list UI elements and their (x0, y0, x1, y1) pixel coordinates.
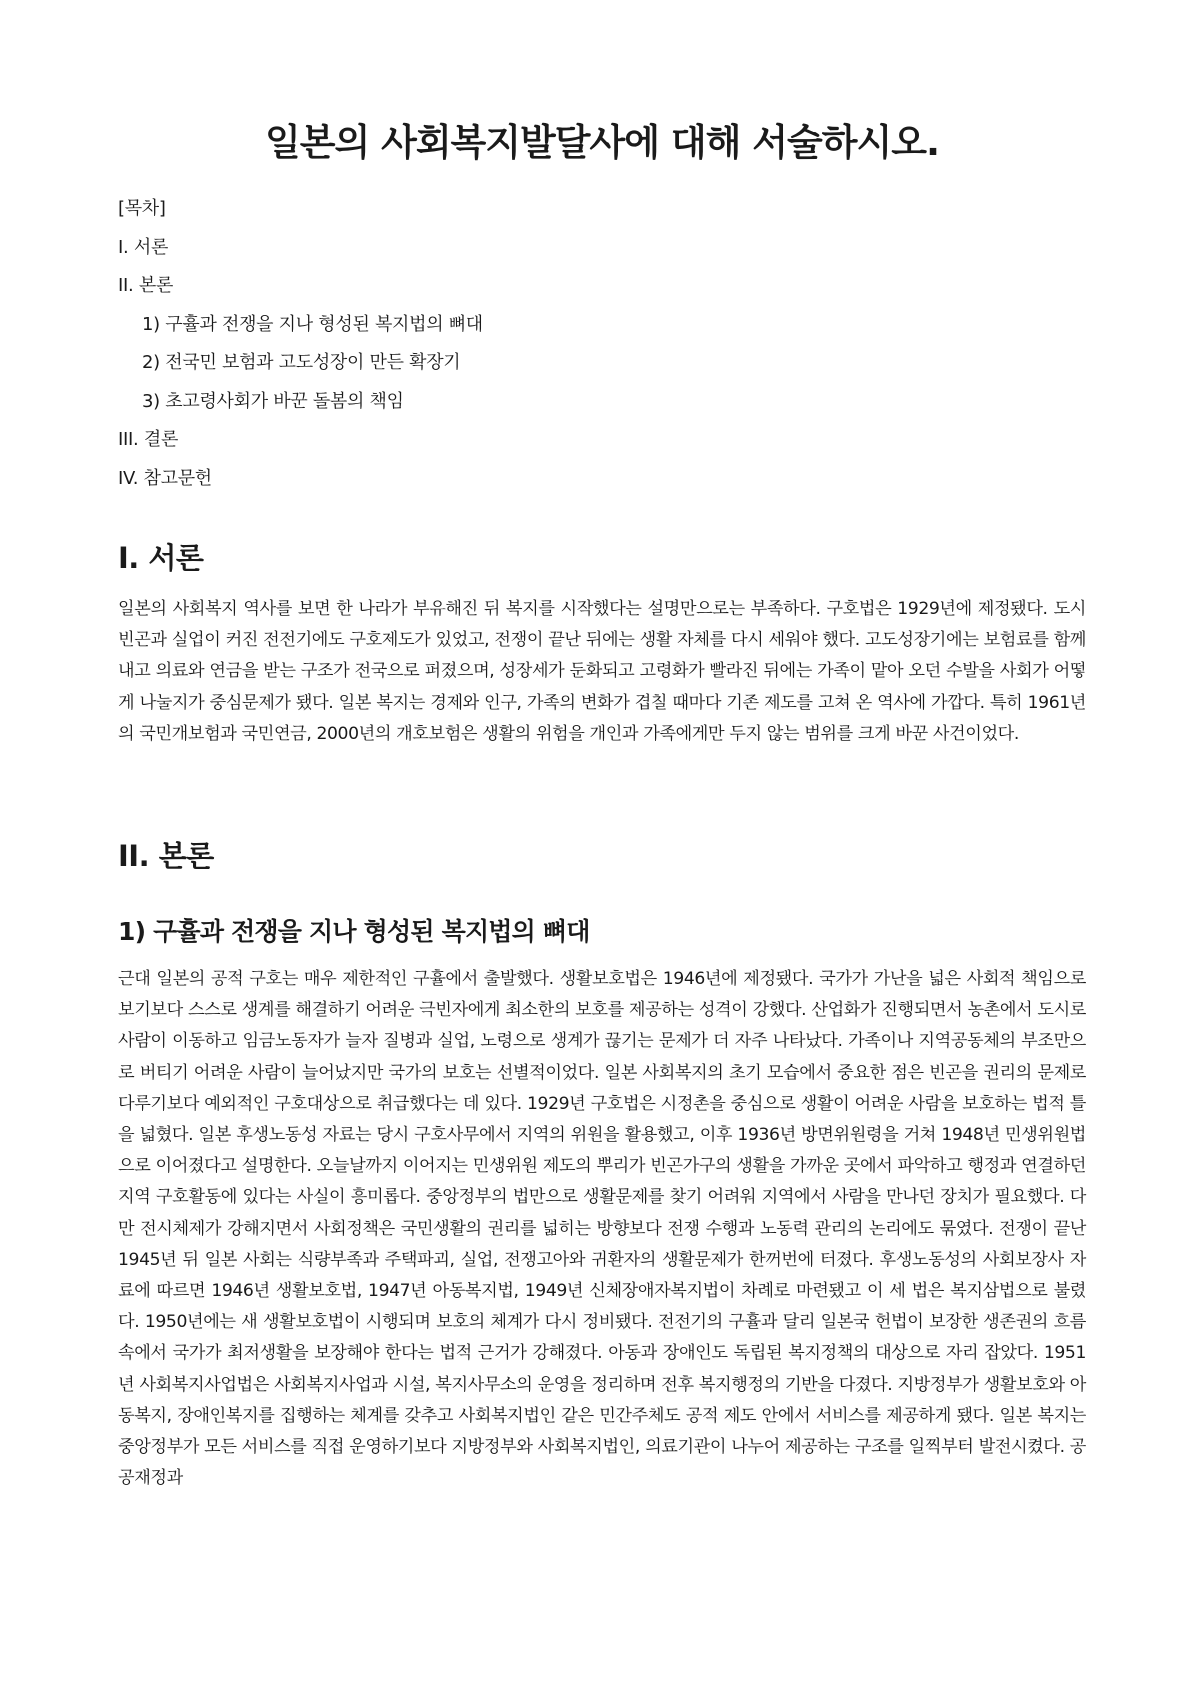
body-heading: II. 본론 (118, 839, 214, 873)
document-title: 일본의 사회복지발달사에 대해 서술하시오. (264, 121, 940, 164)
toc-item-body-3: 3) 초고령사회가 바꾼 돌봄의 책임 (142, 390, 404, 412)
table-of-contents (118, 190, 1086, 498)
toc-item-intro: I. 서론 (118, 236, 169, 258)
toc-heading: [목차] (118, 198, 166, 219)
intro-heading: I. 서론 (118, 541, 204, 575)
section-1-heading: 1) 구휼과 전쟁을 지나 형성된 복지법의 뼈대 (118, 917, 590, 946)
toc-item-references: IV. 참고문헌 (118, 467, 212, 489)
toc-item-body: II. 본론 (118, 275, 174, 296)
toc-item-body-2: 2) 전국민 보험과 고도성장이 만든 확장기 (142, 352, 461, 373)
toc-item-body-1: 1) 구휼과 전쟁을 지나 형성된 복지법의 뼈대 (142, 313, 483, 335)
intro-paragraph: 일본의 사회복지 역사를 보면 한 나라가 부유해진 뒤 복지를 시작했다는 설명만으로는 부족하다. 구호법은 1929년에 제정됐다. 도시빈곤과 실업이 커진 전전기에도 구호제도가 있었고, 전쟁이 끝난 뒤에는 생활 자체를 다시 세워야 했다. 고도성장기에는 보험료를 함께 내고 의료와 연금을 받는 구조가 전국으로 퍼졌으며, 성장세가 둔화되고 고령화가 빨라진 뒤에는 가족이 맡아 오던 수발을 사회가 어떻게 나눌지가 중심문제가 됐다. 일본 복지는 경제와 인구, 가족의 변화가 겹칠 때마다 기존 제도를 고쳐 온 역사에 가깝다. 특히 1961년의 국민개보험과 국민연금, 2000년의 개호보험은 생활의 위험을 개인과 가족에게만 두지 않는 범위를 크게 바꾼 사건이었다. (118, 599, 1086, 744)
toc-item-conclusion: III. 결론 (118, 429, 179, 450)
section-1-paragraph: 근대 일본의 공적 구호는 매우 제한적인 구휼에서 출발했다. 생활보호법은 1946년에 제정됐다. 국가가 가난을 넓은 사회적 책임으로 보기보다 스스로 생계를 해결하기 어려운 극빈자에게 최소한의 보호를 제공하는 성격이 강했다. 산업화가 진행되면서 농촌에서 도시로 사람이 이동하고 임금노동자가 늘자 질병과 실업, 노령으로 생계가 끊기는 문제가 더 자주 나타났다. 가족이나 지역공동체의 부조만으로 버티기 어려운 사람이 늘어났지만 국가의 보호는 선별적이었다. 일본 사회복지의 초기 모습에서 중요한 점은 빈곤을 권리의 문제로 다루기보다 예외적인 구호대상으로 취급했다는 데 있다. 1929년 구호법은 시정촌을 중심으로 생활이 어려운 사람을 보호하는 법적 틀을 넓혔다. 일본 후생노동성 자료는 당시 구호사무에서 지역의 위원을 활용했고, 이후 1936년 방면위원령을 거쳐 1948년 민생위원법으로 이어졌다고 설명한다. 오늘날까지 이어지는 민생위원 제도의 뿌리가 빈곤가구의 생활을 가까운 곳에서 파악하고 행정과 연결하던 지역 구호활동에 있다는 사실이 흥미롭다. 중앙정부의 법만으로 생활문제를 찾기 어려워 지역에서 사람을 만나던 장치가 필요했다. 다만 전시체제가 강해지면서 사회정책은 국민생활의 권리를 넓히는 방향보다 전쟁 수행과 노동력 관리의 논리에도 묶였다. 전쟁이 끝난 1945년 뒤 일본 사회는 식량부족과 주택파괴, 실업, 전쟁고아와 귀환자의 생활문제가 한꺼번에 터졌다. 후생노동성의 사회보장사 자료에 따르면 1946년 생활보호법, 1947년 아동복지법, 1949년 신체장애자복지법이 차례로 마련됐고 이 세 법은 복지삼법으로 불렸다. 1950년에는 새 생활보호법이 시행되며 보호의 체계가 다시 정비됐다. 전전기의 구휼과 달리 일본국 헌법이 보장한 생존권의 흐름 속에서 국가가 최저생활을 보장해야 한다는 법적 근거가 강해졌다. 아동과 장애인도 독립된 복지정책의 대상으로 자리 잡았다. 1951년 사회복지사업법은 사회복지사업과 시설, 복지사무소의 운영을 정리하며 전후 복지행정의 기반을 다졌다. 지방정부가 생활보호와 아동복지, 장애인복지를 집행하는 체계를 갖추고 사회복지법인 같은 민간주체도 공적 제도 안에서 서비스를 제공하게 됐다. 일본 복지는 중앙정부가 모든 서비스를 직접 운영하기보다 지방정부와 사회복지법인, 의료기관이 나누어 제공하는 구조를 일찍부터 발전시켰다. 공공재정과 (118, 969, 1086, 1489)
